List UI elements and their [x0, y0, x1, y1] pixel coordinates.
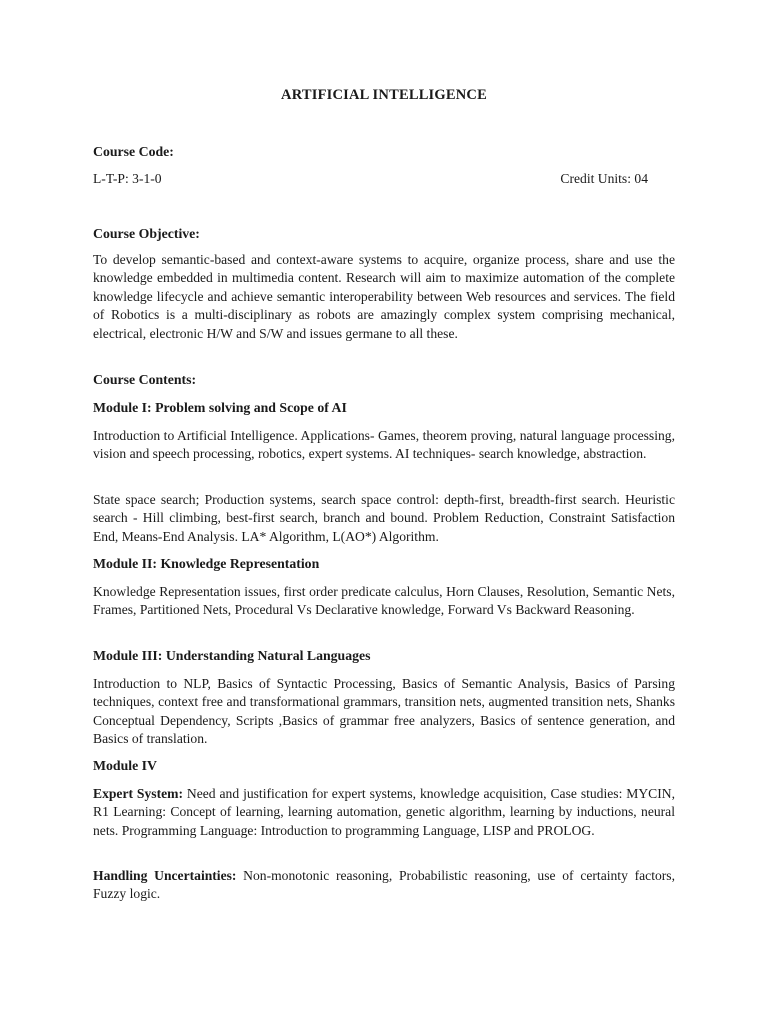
expert-system-lead: Expert System: — [93, 786, 183, 801]
contents-heading: Course Contents: — [93, 372, 197, 387]
module-2-heading: Module II: Knowledge Representation — [93, 556, 320, 571]
module-1-paragraph-2: State space search; Production systems, search space control: depth-first, breadth-first search. Heuristic search - Hill climbing, best-first search, branch and bound. Problem Reduction, Constraint Satisfaction End, Means-End Analysis. LA* Algorithm, L(AO*) Algorithm. — [93, 492, 675, 544]
handling-uncertainties-lead: Handling Uncertainties: — [93, 868, 237, 883]
page-title: ARTIFICIAL INTELLIGENCE — [281, 87, 487, 103]
ltp-value: L-T-P: 3-1-0 — [93, 171, 162, 186]
module-3-heading: Module III: Understanding Natural Languages — [93, 648, 371, 663]
objective-text: To develop semantic-based and context-aware systems to acquire, organize process, share and use the knowledge embedded in multimedia content. Research will aim to maximize automation of the complete knowledge lifecycle and achieve semantic interoperability between Web resources and services. The field of Robotics is a multi-disciplinary as robots are amazingly complex system comprising mechanical, electrical, electronic H/W and S/W and issues germane to all these. — [93, 252, 675, 341]
course-meta-row — [93, 170, 675, 188]
objective-heading: Course Objective: — [93, 226, 200, 241]
module-3-paragraph-1: Introduction to NLP, Basics of Syntactic Processing, Basics of Semantic Analysis, Basics of Parsing techniques, context free and transformational grammars, transition nets, augmented transition nets, Shanks Conceptual Dependency, Scripts ,Basics of grammar free analyzers, Basics of sentence generation, and Basics of translation. — [93, 676, 675, 747]
module-1-paragraph-1: Introduction to Artificial Intelligence. Applications- Games, theorem proving, natural language processing, vision and speech processing, robotics, expert systems. AI techniques- search knowledge, abstraction. — [93, 428, 675, 462]
credit-units: Credit Units: 04 — [560, 171, 648, 186]
module-2-paragraph-1: Knowledge Representation issues, first order predicate calculus, Horn Clauses, Resolution, Semantic Nets, Frames, Partitioned Nets, Procedural Vs Declarative knowledge, Forward Vs Backward Reasoning. — [93, 584, 675, 618]
module-1-heading: Module I: Problem solving and Scope of AI — [93, 400, 347, 415]
expert-system-text: Need and justification for expert systems, knowledge acquisition, Case studies: MYCIN, R1 Learning: Concept of learning, learning automation, genetic algorithm, learning by inductions, neural nets. Programming Language: Introduction to programming Language, LISP and PROLOG. — [93, 786, 675, 838]
module-4-heading: Module IV — [93, 758, 158, 773]
course-code-label: Course Code: — [93, 144, 174, 159]
handling-uncertainties-paragraph — [93, 867, 675, 904]
handling-uncertainties-text: Non-monotonic reasoning, Probabilistic reasoning, use of certainty factors, Fuzzy logic. — [93, 868, 675, 902]
expert-system-paragraph — [93, 785, 675, 840]
